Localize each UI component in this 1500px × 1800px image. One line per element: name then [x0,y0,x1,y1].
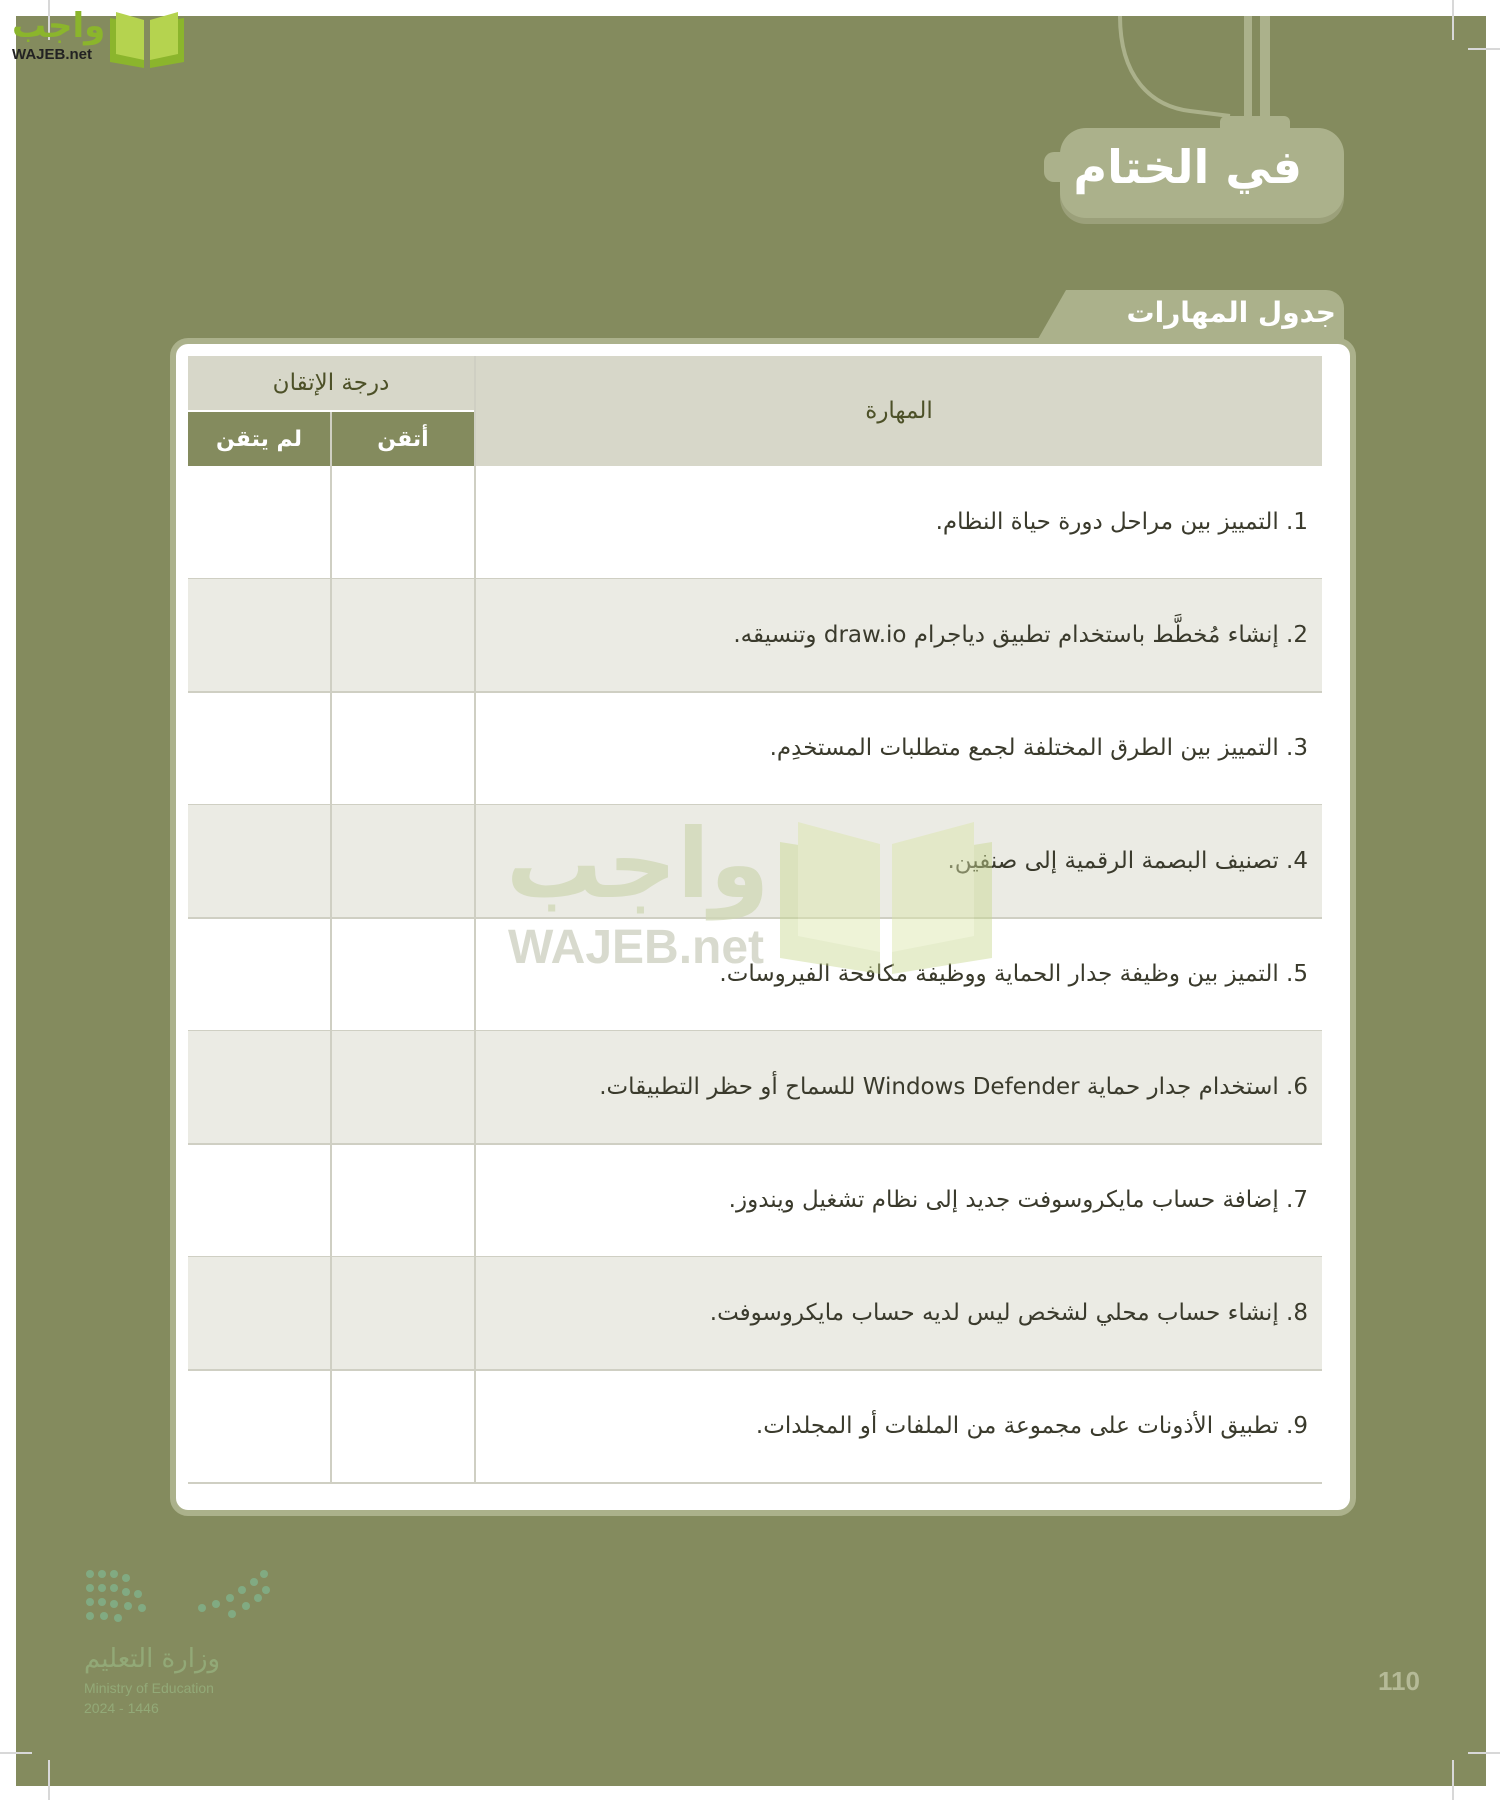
crop-mark [48,1760,50,1800]
skill-text: 3. التمييز بين الطرق المختلفة لجمع متطلبات المستخدِم. [769,735,1308,761]
top-watermark-logo [10,6,190,70]
header-mastered [332,412,474,466]
decorative-cables [1090,16,1290,146]
table-row [188,692,1322,806]
table-row [188,1370,1322,1484]
table-row [188,1031,1322,1145]
crop-mark [1468,1752,1500,1754]
watermark-brand-en: WAJEB.net [12,46,93,63]
ministry-name-en: Ministry of Education [84,1680,214,1696]
ministry-year: 2024 - 1446 [84,1700,159,1716]
crop-mark [1468,48,1500,50]
crop-mark [0,1752,32,1754]
header-skill [476,356,1322,466]
skill-text: 7. إضافة حساب مايكروسوفت جديد إلى نظام تشغيل ويندوز. [728,1187,1308,1213]
table-row [188,466,1322,580]
center-watermark-en: WAJEB.net [508,921,765,974]
skill-text: 4. تصنيف البصمة الرقمية إلى صنفين. [947,848,1308,874]
watermark-brand-ar: واجب [12,6,106,46]
skill-text: 5. التميز بين وظيفة جدار الحماية ووظيفة مكافحة الفيروسات. [719,961,1308,987]
header-mastered-label: أتقن [377,426,429,452]
ministry-name-ar: وزارة التعليم [84,1644,221,1674]
title-plate [1060,128,1344,218]
column-divider [474,356,476,1484]
header-mastery-label: درجة الإتقان [272,370,390,396]
page-title: في الختام [1073,140,1302,194]
header-mastery [188,356,474,410]
header-skill-label: المهارة [865,398,933,424]
skill-text: 6. استخدام جدار حماية Windows Defender للسماح أو حظر التطبيقات. [599,1074,1308,1100]
section-label: جدول المهارات [1126,296,1336,329]
table-row [188,579,1322,693]
skill-text: 8. إنشاء حساب محلي لشخص ليس لديه حساب مايكروسوفت. [709,1300,1308,1326]
column-divider [330,412,332,1484]
table-row [188,1144,1322,1258]
header-not-mastered-label: لم يتقن [215,426,303,452]
book-icon [106,10,188,70]
center-watermark-ar: واجب [506,808,770,920]
skill-text: 1. التمييز بين مراحل دورة حياة النظام. [935,509,1308,535]
skill-text: 2. إنشاء مُخطَّط باستخدام تطبيق دياجرام draw.io وتنسيقه. [733,622,1308,648]
table-row [188,1257,1322,1371]
skill-text: 9. تطبيق الأذونات على مجموعة من الملفات أو المجلدات. [755,1413,1308,1439]
ministry-logo [82,1564,272,1634]
page-number: 110 [1378,1666,1420,1696]
crop-mark [1452,0,1454,40]
center-watermark-book-icon [776,818,996,978]
crop-mark [1452,1760,1454,1800]
header-not-mastered [188,412,330,466]
